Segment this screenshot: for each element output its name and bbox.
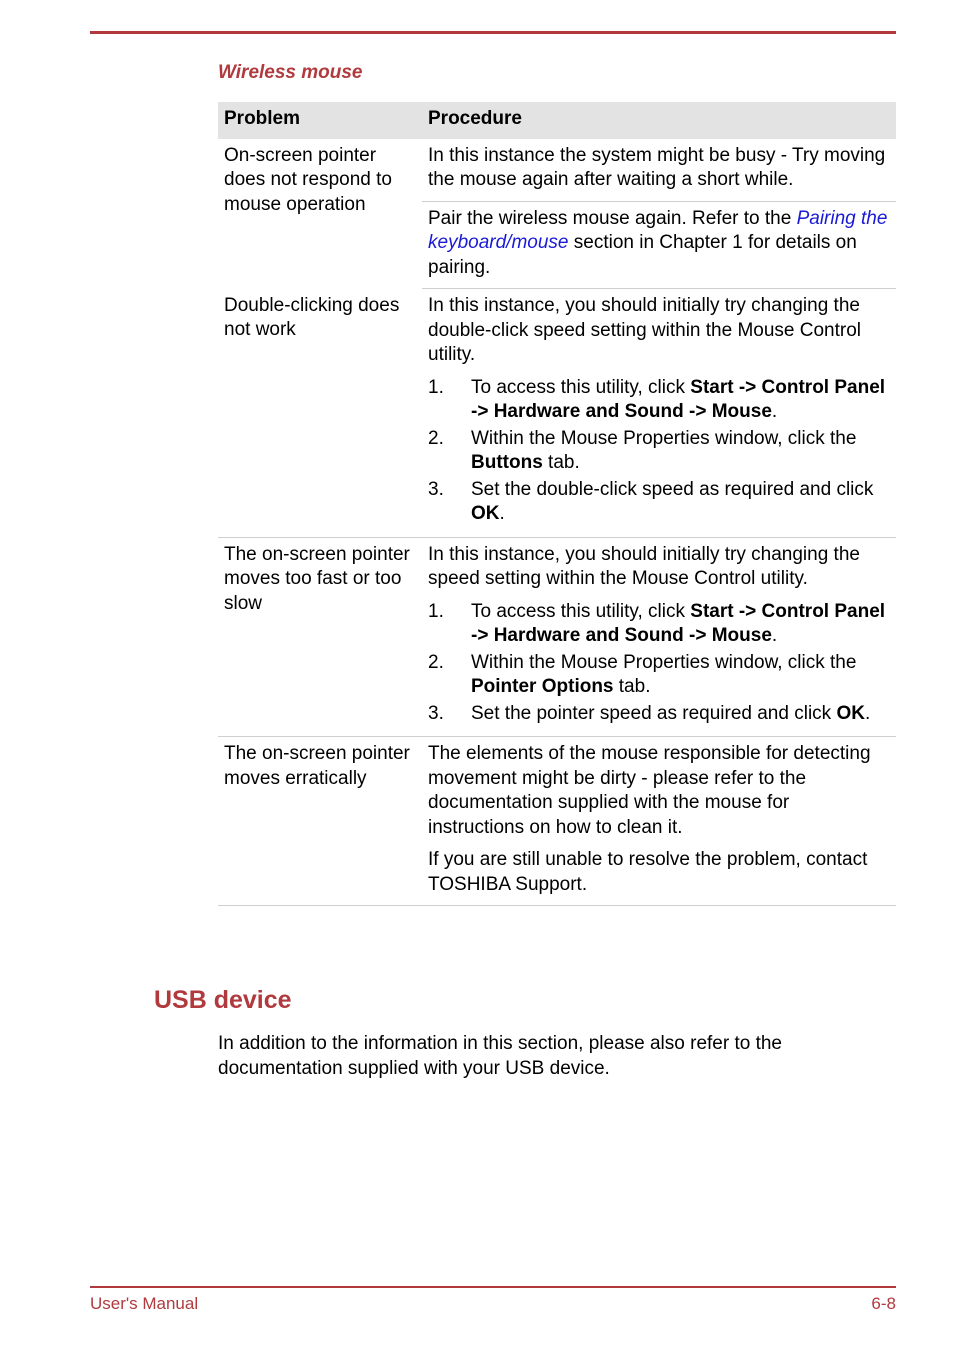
procedure-intro: In this instance, you should initially try changing the double-click speed setting within the Mouse Control utility. xyxy=(428,295,862,365)
pairing-link[interactable]: Pairing the keyboard/mouse xyxy=(428,207,888,253)
list-item xyxy=(428,702,890,727)
table-row xyxy=(218,737,896,906)
step-text: To access this utility, click xyxy=(471,376,691,398)
footer-page-number: 6-8 xyxy=(871,1294,896,1313)
procedure-text-post: section in Chapter 1 for details on pairing. xyxy=(428,232,857,278)
list-item xyxy=(428,600,890,649)
step-bold: OK xyxy=(471,503,500,524)
header-procedure: Procedure xyxy=(422,102,896,139)
section-body: In addition to the information in this section, please also refer to the documentation supplied with your USB device. xyxy=(218,1033,782,1079)
table-row xyxy=(218,139,896,202)
step-text: . xyxy=(771,625,778,646)
procedure-text-pre: Pair the wireless mouse again. Refer to the xyxy=(428,207,797,229)
step-text: tab. xyxy=(542,452,580,473)
procedure-cell xyxy=(422,289,896,538)
table-row xyxy=(218,537,896,737)
list-item xyxy=(428,376,890,425)
problem-cell: Double-clicking does not work xyxy=(218,289,422,538)
procedure-cell xyxy=(422,139,896,202)
problem-cell: The on-screen pointer moves erratically xyxy=(218,737,422,906)
procedure-cell xyxy=(422,737,896,906)
section-title: USB device xyxy=(154,986,292,1014)
table-header-row xyxy=(218,102,896,139)
procedure-cell xyxy=(422,537,896,737)
step-bold: OK xyxy=(836,702,865,724)
procedure-cell xyxy=(422,201,896,289)
step-number: 2. xyxy=(428,651,444,673)
step-number: 1. xyxy=(428,600,444,622)
step-bold: Buttons xyxy=(471,452,543,473)
table-row xyxy=(218,289,896,538)
troubleshooting-table xyxy=(218,102,896,906)
step-text: To access this utility, click xyxy=(471,600,691,622)
step-number: 2. xyxy=(428,427,444,449)
footer-rule xyxy=(90,1286,896,1288)
step-text: tab. xyxy=(613,676,651,697)
step-number: 3. xyxy=(428,702,444,724)
step-text: . xyxy=(771,401,778,422)
header-problem: Problem xyxy=(218,102,422,139)
footer-manual-title: User's Manual xyxy=(90,1294,199,1313)
step-bold: Start -> Control Panel -> Hardware and Sound -> Mouse xyxy=(471,600,886,646)
problem-cell: On-screen pointer does not respond to mouse operation xyxy=(224,144,392,215)
header-rule xyxy=(90,31,896,34)
problem-cell: The on-screen pointer moves too fast or too slow xyxy=(218,537,422,737)
steps-list xyxy=(428,600,890,727)
step-text: . xyxy=(864,702,871,724)
list-item xyxy=(428,427,890,476)
steps-list xyxy=(428,376,890,527)
procedure-text: The elements of the mouse responsible for detecting movement might be dirty - please refer to the documentation supplied with the mouse for instructions on how to clean it. xyxy=(428,743,871,838)
procedure-text: If you are still unable to resolve the problem, contact TOSHIBA Support. xyxy=(428,849,868,895)
step-text: Within the Mouse Properties window, click the xyxy=(471,651,857,673)
procedure-text xyxy=(428,207,890,281)
step-bold: Start -> Control Panel -> Hardware and Sound -> Mouse xyxy=(471,376,886,422)
list-item xyxy=(428,651,890,700)
procedure-text: In this instance the system might be busy - Try moving the mouse again after waiting a short while. xyxy=(428,144,886,190)
step-text: Within the Mouse Properties window, click the xyxy=(471,427,857,449)
step-text: . xyxy=(499,503,505,524)
step-bold: Pointer Options xyxy=(471,676,614,697)
list-item xyxy=(428,478,890,527)
subsection-title: Wireless mouse xyxy=(218,62,363,83)
step-number: 1. xyxy=(428,376,444,398)
step-text: Set the pointer speed as required and click xyxy=(471,702,837,724)
step-text: Set the double-click speed as required and click xyxy=(471,478,874,500)
procedure-intro: In this instance, you should initially try changing the speed setting within the Mouse Control utility. xyxy=(428,543,860,589)
step-number: 3. xyxy=(428,478,444,500)
